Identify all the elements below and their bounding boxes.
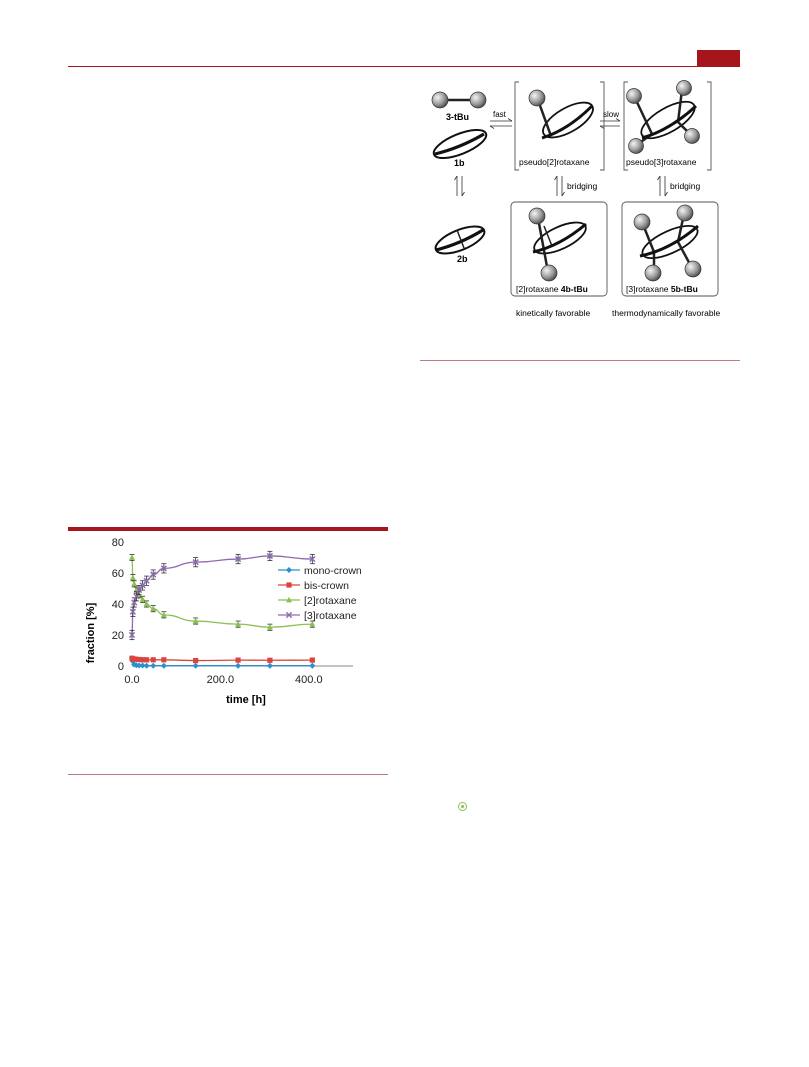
label-3-tbu: 3-tBu xyxy=(446,112,469,122)
label-pseudo2: pseudo[2]rotaxane xyxy=(519,157,590,167)
header-accent-block xyxy=(697,50,740,66)
label-slow: slow xyxy=(603,110,620,119)
data-point xyxy=(129,554,135,560)
label-1b: 1b xyxy=(454,158,465,168)
x-tick-label: 0.0 xyxy=(124,674,140,686)
series-line xyxy=(132,658,312,660)
label-2b: 2b xyxy=(457,254,468,264)
x-axis-label: time [h] xyxy=(226,694,266,706)
series-line xyxy=(132,558,312,628)
fraction-time-chart xyxy=(68,533,388,708)
data-point xyxy=(286,567,292,573)
legend-label: mono-crown xyxy=(304,565,362,577)
data-point xyxy=(130,574,136,580)
header-rule xyxy=(68,66,740,67)
bullet-marker-icon xyxy=(458,802,467,811)
data-point xyxy=(267,663,273,669)
data-point xyxy=(193,658,198,663)
data-point xyxy=(131,581,137,587)
data-point xyxy=(235,663,241,669)
y-tick-label: 40 xyxy=(111,599,124,611)
x-tick-label: 200.0 xyxy=(206,674,235,686)
data-point xyxy=(151,657,156,662)
legend-label: [3]rotaxane xyxy=(304,610,357,622)
data-point xyxy=(144,657,149,662)
data-point xyxy=(235,658,240,663)
y-axis-label: fraction [%] xyxy=(85,602,97,664)
label-thermo: thermodynamically favorable xyxy=(612,308,721,318)
data-point xyxy=(161,657,166,662)
x-tick-label: 400.0 xyxy=(295,674,323,686)
data-point xyxy=(193,663,199,669)
rotaxane-3-icon xyxy=(634,205,702,281)
scheme-bottom-rule xyxy=(420,360,740,361)
label-pseudo3: pseudo[3]rotaxane xyxy=(626,157,697,167)
y-tick-label: 80 xyxy=(111,537,124,549)
legend-label: [2]rotaxane xyxy=(304,595,357,607)
data-point xyxy=(150,663,156,669)
pseudo3-rotaxane-icon xyxy=(627,81,700,154)
data-point xyxy=(310,658,315,663)
label-rotaxane-3: [3]rotaxane 5b-tBu xyxy=(626,284,698,294)
label-fast: fast xyxy=(493,110,506,119)
y-tick-label: 60 xyxy=(111,568,124,580)
chart-top-rule xyxy=(68,527,388,531)
y-tick-label: 0 xyxy=(117,661,124,673)
label-bridging-1: bridging xyxy=(567,181,598,191)
rotaxane-2-icon xyxy=(529,208,590,281)
data-point xyxy=(267,658,272,663)
data-point xyxy=(144,663,150,669)
data-point xyxy=(286,582,291,587)
label-rotaxane-2: [2]rotaxane 4b-tBu xyxy=(516,284,588,294)
label-bridging-2: bridging xyxy=(670,181,701,191)
label-kinetic: kinetically favorable xyxy=(516,308,591,318)
y-tick-label: 20 xyxy=(111,630,124,642)
reaction-scheme xyxy=(420,76,740,326)
data-point xyxy=(309,663,315,669)
chart-bottom-rule xyxy=(68,774,388,775)
legend-label: bis-crown xyxy=(304,580,349,592)
pseudo2-rotaxane-icon xyxy=(529,90,598,144)
data-point xyxy=(161,663,167,669)
dumbbell-3-tbu-icon xyxy=(432,92,486,108)
